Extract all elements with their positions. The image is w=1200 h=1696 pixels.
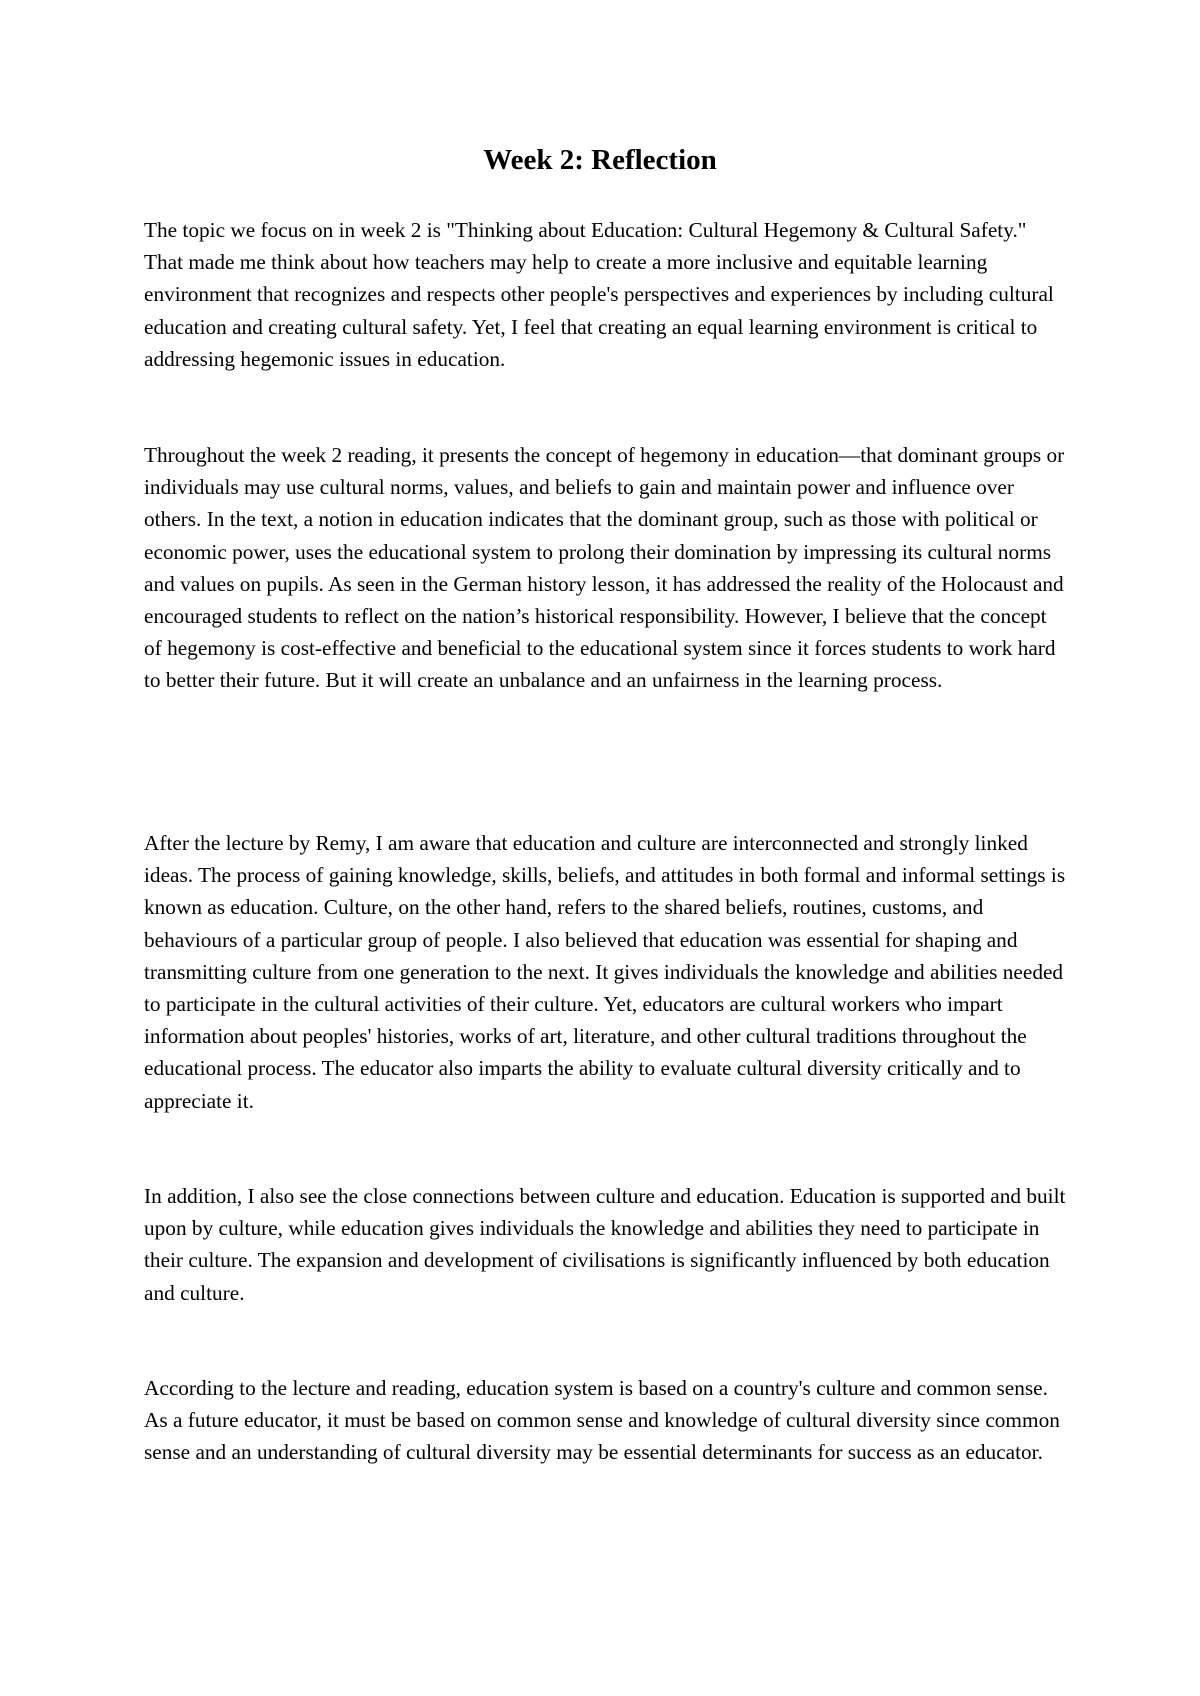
paragraph-hegemony: Throughout the week 2 reading, it presents the concept of hegemony in education—that dominant groups or individuals may use cultural norms, values, and beliefs to gain and maintain power and influence over others. In the text, a notion in education indicates that the dominant group, such as those with political or economic power, uses the educational system to prolong their domination by impressing its cultural norms and values on pupils. As seen in the German history lesson, it has addressed the reality of the Holocaust and encouraged students to reflect on the nation’s historical responsibility. However, I believe that the concept of hegemony is cost-effective and beneficial to the educational system since it forces students to work hard to better their future. But it will create an unbalance and an unfairness in the learning process. [144,443,1065,693]
paragraph-connections: In addition, I also see the close connections between culture and education. Education is supported and built upon by culture, while education gives individuals the knowledge and abilities they need to participate in their culture. The expansion and development of civilisations is significantly influenced by both education and culture. [144,1184,1066,1305]
paragraph-intro: The topic we focus on in week 2 is "Thinking about Education: Cultural Hegemony & Cultural Safety." That made me think about how teachers may help to create a more inclusive and equitable learning environment that recognizes and respects other people's perspectives and experiences by including cultural education and creating cultural safety. Yet, I feel that creating an equal learning environment is critical to addressing hegemonic issues in education. [144,218,1054,371]
paragraph-conclusion: According to the lecture and reading, education system is based on a country's culture and common sense. As a future educator, it must be based on common sense and knowledge of cultural diversity since common sense and an understanding of cultural diversity may be essential determinants for success as an educator. [144,1376,1060,1465]
paragraph-lecture: After the lecture by Remy, I am aware that education and culture are interconnected and strongly linked ideas. The process of gaining knowledge, skills, beliefs, and attitudes in both formal and informal settings is known as education. Culture, on the other hand, refers to the shared beliefs, routines, customs, and behaviours of a particular group of people. I also believed that education was essential for shaping and transmitting culture from one generation to the next. It gives individuals the knowledge and abilities needed to participate in the cultural activities of their culture. Yet, educators are cultural workers who impart information about peoples' histories, works of art, literature, and other cultural traditions throughout the educational process. The educator also imparts the ability to evaluate cultural diversity critically and to appreciate it. [144,831,1066,1113]
page-title: Week 2: Reflection [483,144,717,176]
